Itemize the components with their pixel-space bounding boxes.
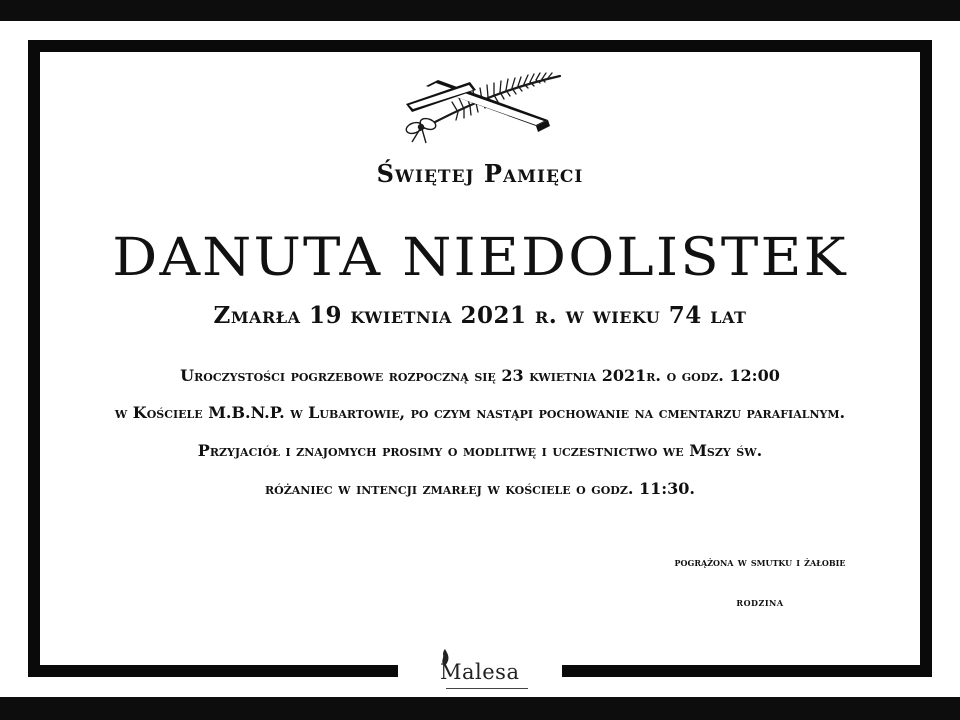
funeral-info-line-2: w Kościele M.B.N.P. w Lubartowie, po czym nastąpi pochowanie na cmentarzu parafialnym. <box>114 403 846 422</box>
mourning-text: pogrążona w smutku i żałobie <box>674 555 846 569</box>
frame-border-bottom-right <box>562 665 932 677</box>
frame-border-top <box>28 40 932 52</box>
logo-underline <box>446 688 528 689</box>
death-date-line: Zmarła 19 kwietnia 2021 r. w wieku 74 lat <box>213 302 747 329</box>
logo-text: Malesa <box>440 660 520 684</box>
frame-border-right <box>920 40 932 677</box>
heading-memory: Świętej Pamięci <box>376 159 584 188</box>
funeral-info-line-3: Przyjaciół i znajomych prosimy o modlitwę i uczestnictwo we Mszy św. <box>197 441 763 460</box>
signature-family: rodzina <box>736 595 784 609</box>
frame-border-left <box>28 40 40 677</box>
funeral-info-line-1: Uroczystości pogrzebowe rozpoczną się 23 kwietnia 2021r. o godz. 12:00 <box>180 366 780 385</box>
frame-border-bottom-left <box>28 665 398 677</box>
deceased-name: DANUTA NIEDOLISTEK <box>112 228 848 288</box>
company-logo <box>426 642 534 686</box>
cross-with-palm-branch-icon <box>398 68 568 148</box>
funeral-info-line-4: różaniec w intencji zmarłej w kościele o godz. 11:30. <box>264 479 695 498</box>
